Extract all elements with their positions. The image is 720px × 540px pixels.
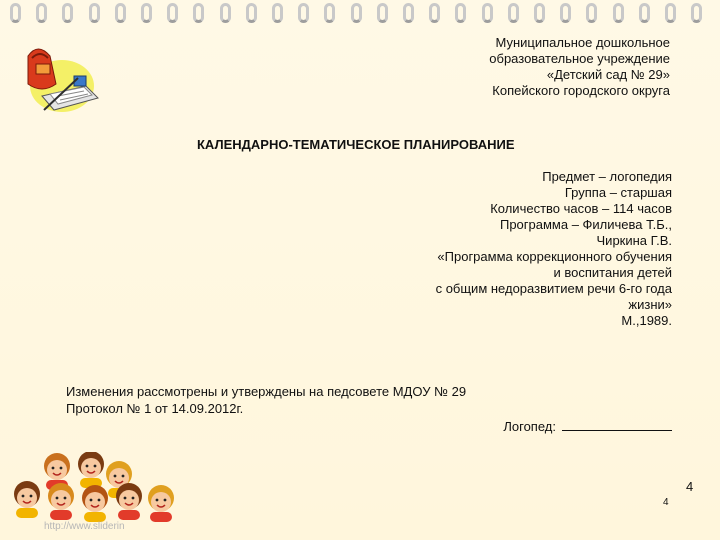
- info-line: жизни»: [628, 297, 672, 312]
- binder-ring: [639, 3, 650, 23]
- info-line: Чиркина Г.В.: [596, 233, 672, 248]
- child-face: [14, 481, 40, 518]
- child-face: [148, 485, 174, 522]
- binder-ring: [691, 3, 702, 23]
- binder-ring: [141, 3, 152, 23]
- info-line: Программа – Филичева Т.Б.,: [499, 217, 672, 232]
- signature-line: [562, 418, 672, 431]
- backpack-books-icon: [14, 38, 106, 118]
- binder-ring: [351, 3, 362, 23]
- child-face: [48, 483, 74, 520]
- header-line: Копейского городского округа: [492, 83, 670, 98]
- protocol-line: Протокол № 1 от 14.09.2012г.: [66, 401, 244, 416]
- binder-rings: [0, 0, 720, 24]
- binder-ring: [324, 3, 335, 23]
- info-line: Группа – старшая: [564, 185, 672, 200]
- footer-url: http://www.sliderin: [44, 521, 125, 532]
- header-line: образовательное учреждение: [489, 51, 670, 66]
- document-title: КАЛЕНДАРНО-ТЕМАТИЧЕСКОЕ ПЛАНИРОВАНИЕ: [197, 137, 515, 152]
- info-line: Количество часов – 114 часов: [490, 201, 672, 216]
- binder-ring: [167, 3, 178, 23]
- page-number: 4: [686, 479, 694, 494]
- binder-ring: [377, 3, 388, 23]
- institution-header: [410, 35, 670, 99]
- binder-ring: [115, 3, 126, 23]
- binder-ring: [36, 3, 47, 23]
- info-line: «Программа коррекционного обучения: [437, 249, 672, 264]
- binder-ring: [62, 3, 73, 23]
- binder-ring: [455, 3, 466, 23]
- info-line: М.,1989.: [621, 313, 672, 328]
- binder-ring: [586, 3, 597, 23]
- children-group-icon: [5, 452, 185, 524]
- binder-ring: [429, 3, 440, 23]
- binder-ring: [220, 3, 231, 23]
- binder-ring: [193, 3, 204, 23]
- info-line: Предмет – логопедия: [542, 169, 672, 184]
- page-number-small: 4: [663, 497, 669, 508]
- approval-note: [66, 383, 466, 417]
- child-face: [78, 452, 104, 488]
- binder-ring: [665, 3, 676, 23]
- approval-line: Изменения рассмотрены и утверждены на педсовете МДОУ № 29: [66, 384, 467, 399]
- header-line: Муниципальное дошкольное: [495, 35, 670, 50]
- binder-ring: [403, 3, 414, 23]
- binder-ring: [534, 3, 545, 23]
- logoped-label: Логопед:: [503, 419, 556, 434]
- header-line: «Детский сад № 29»: [546, 67, 670, 82]
- binder-ring: [560, 3, 571, 23]
- binder-ring: [298, 3, 309, 23]
- binder-ring: [613, 3, 624, 23]
- info-line: и воспитания детей: [553, 265, 672, 280]
- binder-ring: [10, 3, 21, 23]
- binder-ring: [508, 3, 519, 23]
- logoped-signature: [503, 418, 672, 434]
- subject-info: [372, 169, 672, 329]
- binder-ring: [272, 3, 283, 23]
- binder-ring: [482, 3, 493, 23]
- child-face: [116, 483, 142, 520]
- binder-ring: [89, 3, 100, 23]
- info-line: с общим недоразвитием речи 6-го года: [435, 281, 672, 296]
- binder-ring: [246, 3, 257, 23]
- child-face: [82, 485, 108, 522]
